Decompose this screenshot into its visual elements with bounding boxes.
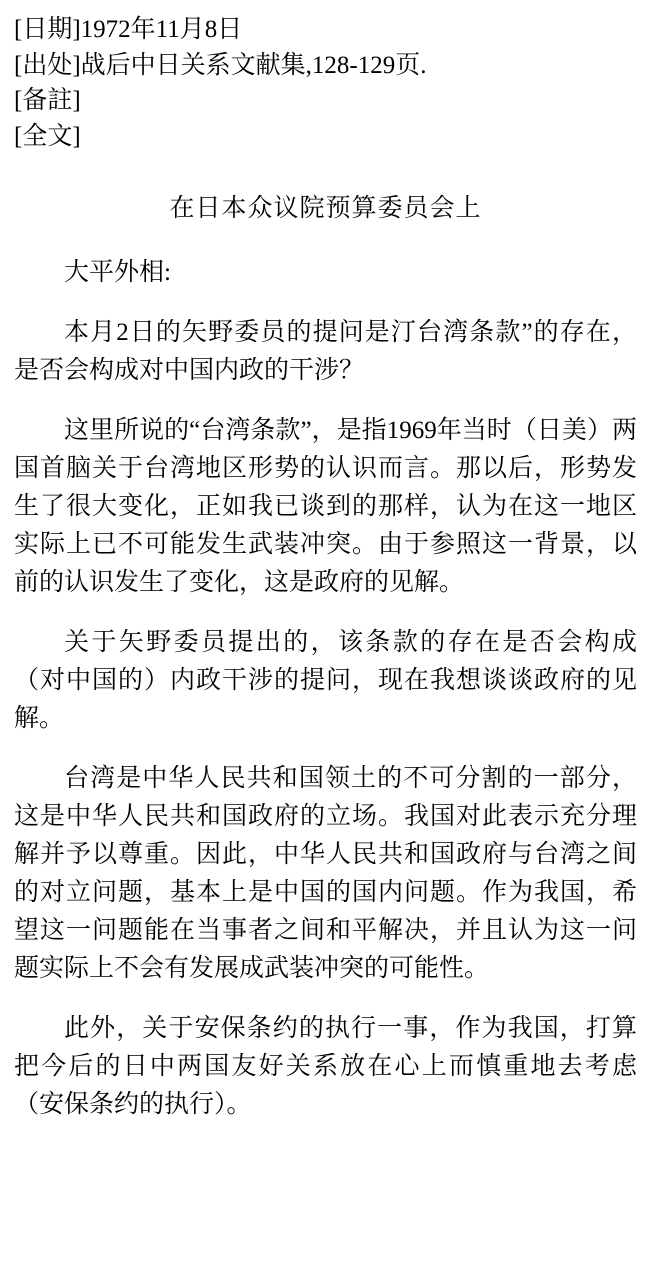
metadata-row-note (14, 83, 637, 119)
document-metadata (14, 12, 637, 154)
body-paragraph: 关于矢野委员提出的，该条款的存在是否会构成（对中国的）内政干涉的提问，现在我想谈谈政府的见解。 (14, 629, 637, 732)
body-paragraph: 本月2日的矢野委员的提问是汀台湾条款”的存在，是否会构成对中国内政的干涉？ (14, 319, 637, 384)
speaker-label: 大平外相: (64, 259, 171, 286)
body-paragraph: 这里所说的“台湾条款”，是指1969年当时（日美）两国首脑关于台湾地区形势的认识而言。那以后，形势发生了很大变化，正如我已谈到的那样，认为在这一地区实际上已不可能发生武装冲突。由于参照这一背景，以前的认识发生了变化，这是政府的见解。 (14, 417, 637, 596)
metadata-row-source (14, 48, 637, 84)
metadata-value-date: 1972年11月8日 (80, 16, 243, 43)
metadata-value-source: 战后中日关系文献集,128-129页. (80, 51, 427, 79)
metadata-row-date (14, 12, 637, 48)
metadata-tag-fulltext: [全文] (14, 122, 81, 150)
body-paragraph: 台湾是中华人民共和国领土的不可分割的一部分，这是中华人民共和国政府的立场。我国对此表示充分理解并予以尊重。因此，中华人民共和国政府与台湾之间的对立问题，基本上是中国的国内问题。作为我国，希望这一问题能在当事者之间和平解决，并且认为这一问题实际上不会有发展成武装冲突的可能性。 (14, 765, 637, 982)
body-paragraph: 此外，关于安保条约的执行一事，作为我国，打算把今后的日中两国友好关系放在心上而慎重地去考虑（安保条约的执行）。 (14, 1015, 637, 1118)
metadata-tag-source: [出处] (14, 51, 81, 79)
page-title: 在日本众议院预算委员会上 (169, 195, 482, 222)
metadata-tag-date: [日期] (14, 16, 81, 43)
metadata-tag-note: [备註] (14, 87, 81, 114)
metadata-row-fulltext (14, 119, 637, 155)
